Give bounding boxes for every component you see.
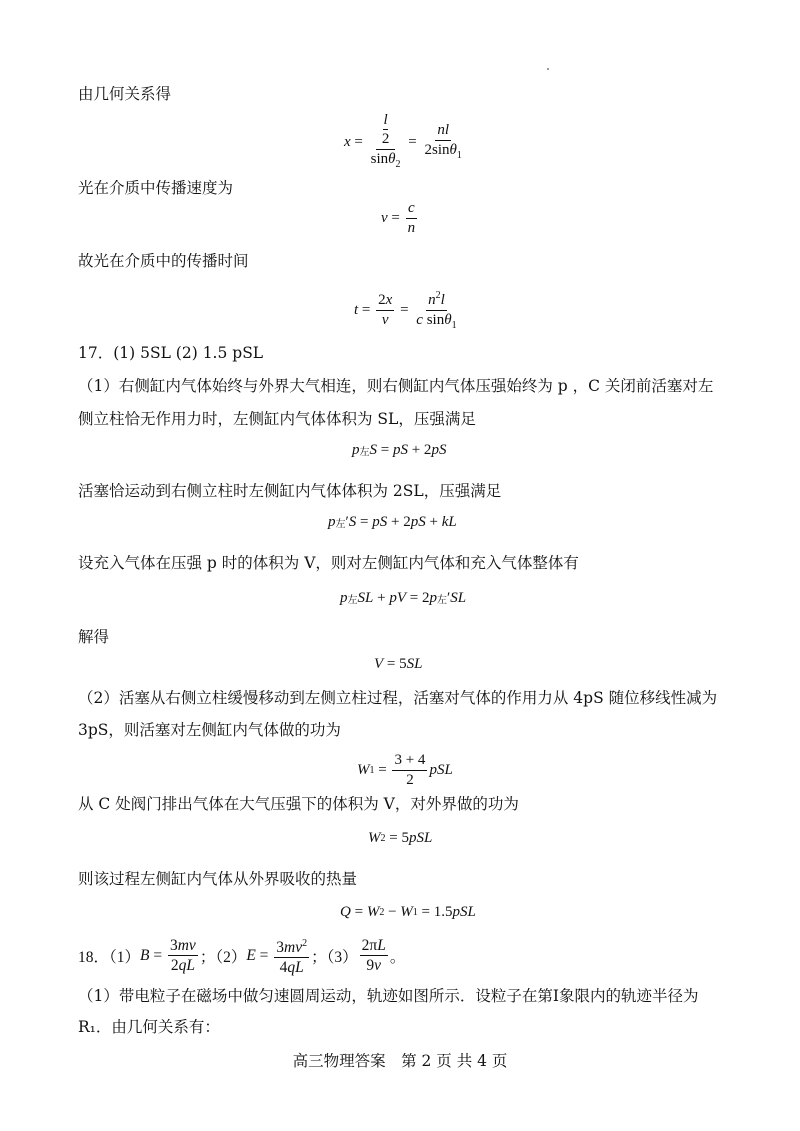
- q18-part1-line1: （1）带电粒子在磁场中做匀速圆周运动，轨迹如图所示．设粒子在第Ⅰ象限内的轨迹半径为: [78, 987, 699, 1005]
- v-result-equation: V = 5 SL: [374, 656, 423, 672]
- q18-part1-line2: R₁．由几何关系有：: [78, 1018, 220, 1036]
- q17-part1-line1: （1）右侧缸内气体始终与外界大气相连，则右侧缸内气体压强始终为 p ，C 关闭前活塞对左: [78, 377, 714, 395]
- q17-header: 17．(1) 5SL (2) 1.5 pSL: [78, 344, 264, 362]
- q17-solve-text: 解得: [78, 628, 110, 646]
- time-intro-text: 故光在介质中的传播时间: [78, 252, 249, 270]
- w1-equation: W 1 = $\frac{3 + 4}{2}$ pSL: [357, 752, 453, 788]
- q18-sep2: ；（2）: [199, 948, 247, 966]
- q17-part4-line2: 3pS，则活塞对左侧缸内气体做的功为: [78, 721, 341, 739]
- geo-relation-text: 由几何关系得: [78, 85, 172, 103]
- q18-sep3: ；（3）: [311, 948, 358, 966]
- page-footer: 高三物理答案 第 2 页 共 4 页: [292, 1052, 508, 1070]
- w2-equation: W 2 = 5 pSL: [368, 830, 433, 846]
- q17-part6-text: 则该过程左侧缸内气体从外界吸收的热量: [78, 870, 358, 888]
- q17-part1-line2: 侧立柱恰无作用力时，左侧缸内气体体积为 SL，压强满足: [78, 410, 476, 428]
- q17-part2-text: 活塞恰运动到右侧立柱时左侧缸内气体体积为 2SL，压强满足: [78, 482, 502, 500]
- q18-prefix: 18．（1）: [78, 948, 141, 966]
- q17-part3-text: 设充入气体在压强 p 时的体积为 V，则对左侧缸内气体和充入气体整体有: [78, 554, 579, 572]
- q18-end: 。: [389, 948, 406, 966]
- q-equation: Q = W 2 − W 1 = 1.5 pSL: [340, 904, 476, 920]
- gas-equation: p 左 SL + pV = 2 p 左 ′ SL: [340, 590, 467, 606]
- scan-dot: [547, 68, 549, 70]
- q18-answer-line: 18．（1） B = $\frac{3mv}{2qL}$ ；（2） E = $\frac{3mv^2}{4qL}$ ；（3） $\frac{2\pi L}{9v}$ 。: [78, 935, 405, 976]
- q17-part4-line1: （2）活塞从右侧立柱缓慢移动到左侧立柱过程，活塞对气体的作用力从 4pS 随位移线性减为: [78, 689, 718, 707]
- x-equation: x = $\frac{\frac{l}{2}}{\sin\theta_2}$ = $\frac{nl}{2\sin\theta_1}$: [344, 112, 462, 170]
- p-left-prime-equation: p 左 ′ S = pS + 2 pS + kL: [328, 514, 457, 530]
- t-equation: t = $\frac{2x}{v}$ = $\frac{n^2l}{c \sin\theta_1}$: [354, 287, 461, 334]
- speed-intro-text: 光在介质中传播速度为: [78, 179, 234, 197]
- p-left-equation: p 左 S = pS + 2 pS: [352, 442, 447, 458]
- q17-part5-text: 从 C 处阀门排出气体在大气压强下的体积为 V，对外界做的功为: [78, 795, 519, 813]
- v-equation: v = $\frac{c}{n}$: [381, 200, 416, 236]
